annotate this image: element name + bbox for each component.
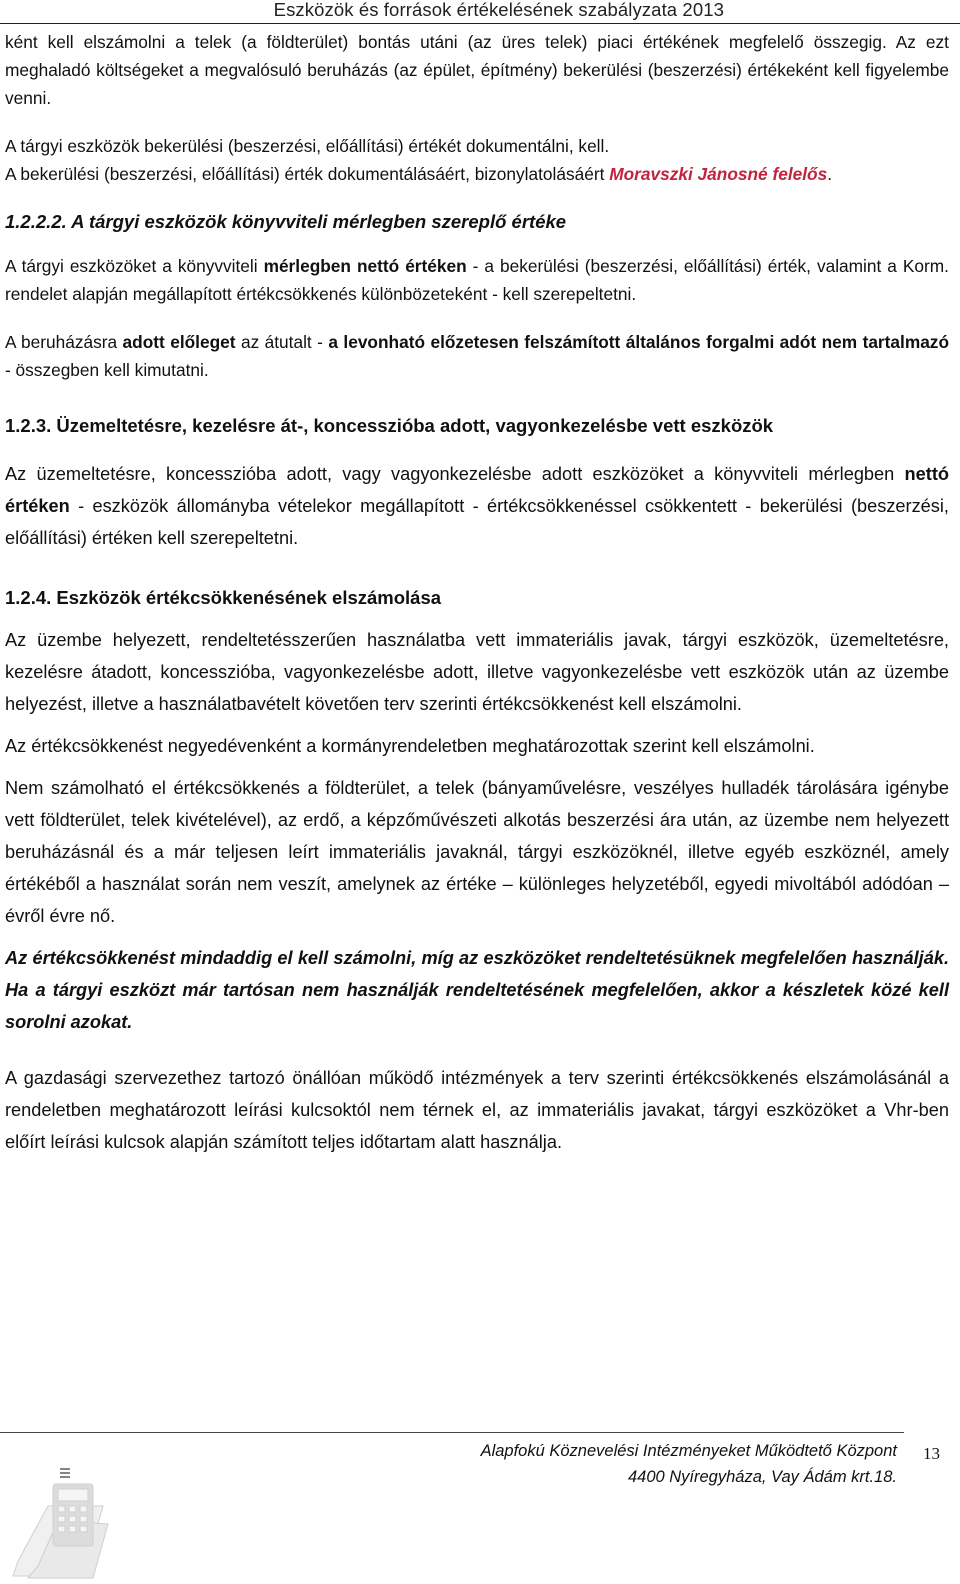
text-run: - összegben kell kimutatni. bbox=[5, 360, 209, 380]
paragraph-gazdasagi-szervezet: A gazdasági szervezethez tartozó önállóan működő intézmények a terv szerinti értékcsökkenés elszámolásánál a rendeletben meghatározott leírási kulcsoktól nem térnek el, az immateriális javakat, tárgyi eszközöket a Vhr-ben előírt leírási kulcsok alapján számított teljes időtartam alatt használja. bbox=[5, 1068, 949, 1152]
bold-run: a levonható előzetesen felszámított általános forgalmi adót nem tartalmazó bbox=[328, 332, 950, 352]
text-run: - eszközök állományba vételekor megállapított - értékcsökkenéssel csökkentett - bekerülési (beszerzési, előállítási) értéken kell szerepeltetni. bbox=[5, 496, 949, 548]
bold-run: nettó értéken bbox=[5, 464, 949, 516]
paragraph-telek: ként kell elszámolni a telek (a földterület) bontás utáni (az üres telek) piaci értékének megfelelő összegig. Az ezt meghaladó költségeket a megvalósuló beruházás (az épület, építmény) bekerülési (beszerzési) értékeként kell figyelembe venni. bbox=[5, 32, 949, 108]
page-content bbox=[5, 28, 949, 1158]
responsible-person: Moravszki Jánosné felelős bbox=[609, 164, 828, 184]
felelos-end: . bbox=[827, 164, 833, 184]
header-rule bbox=[0, 23, 960, 24]
heading-1-2-3: 1.2.3. Üzemeltetésre, kezelésre át-, koncesszióba adott, vagyonkezelésbe vett eszközök bbox=[5, 415, 774, 436]
bold-run: adott előleget bbox=[122, 332, 236, 352]
text-run: - a bekerülési (beszerzési, előállítási) érték, valamint a Korm. rendelet alapján megállapított értékcsökkenés különbözeteként - kell szerepeltetni. bbox=[5, 256, 949, 304]
felelos-text: A bekerülési (beszerzési, előállítási) érték dokumentálásáért, bizonylatolásáért bbox=[5, 164, 610, 184]
paragraph-nem-szamolhato: Nem számolható el értékcsökkenés a földterület, a telek (bányaművelésre, veszélyes hulladék tárolására igénybe vett földterület, telek kivételével), az erdő, a képzőművészeti alkotás beszerzési ára után, az üzembe nem helyezett beruházásnál és a már teljesen leírt immateriális javaknál, tárgyi eszközöknél, illetve egyéb eszköznél, amely értékéből a használat során nem veszít, amelynek az értéke – különleges helyzetéből, egyedi mivoltából adódóan – évről évre nő. bbox=[5, 778, 949, 926]
paragraph-negyedevenkent: Az értékcsökkenést negyedévenként a kormányrendeletben meghatározottak szerint kell elszámolni. bbox=[5, 736, 815, 756]
footer-organization bbox=[481, 1438, 897, 1490]
paragraph-uzembe-helyezett: Az üzembe helyezett, rendeltetésszerűen használatba vett immateriális javak, tárgyi eszközök, üzemeltetésre, kezelésre átadott, koncesszióba, vagyonkezelésbe adott, illetve vagyonkezelésbe vett eszközök után az üzembe helyezést, illetve a használatbavételt követően terv szerinti értékcsökkenést kell elszámolni. bbox=[5, 630, 949, 714]
text-run: A beruházásra bbox=[5, 332, 123, 352]
paragraph-mindaddig: Az értékcsökkenést mindaddig el kell számolni, míg az eszközöket rendeltetésüknek megfelelően használják. Ha a tárgyi eszközt már tartósan nem használják rendeltetésének megfelelően, akkor a készletek közé kell sorolni azokat. bbox=[5, 948, 949, 1032]
text-run: Az üzemeltetésre, koncesszióba adott, vagy vagyonkezelésbe adott eszközöket a könyvviteli mérlegben bbox=[5, 464, 905, 484]
footer-org-address: 4400 Nyíregyháza, Vay Ádám krt.18. bbox=[627, 1468, 897, 1486]
footer-org-name: Alapfokú Köznevelési Intézményeket Működtető Központ bbox=[480, 1442, 897, 1460]
paragraph-felelos bbox=[5, 160, 949, 188]
paragraph-eloleg bbox=[5, 328, 949, 384]
text-run: az átutalt - bbox=[235, 332, 329, 352]
footer-rule bbox=[0, 1432, 904, 1433]
heading-1-2-4: 1.2.4. Eszközök értékcsökkenésének elszámolása bbox=[5, 587, 442, 608]
heading-1-2-2-2: 1.2.2.2. A tárgyi eszközök könyvviteli mérlegben szereplő értéke bbox=[5, 211, 567, 232]
page-number: 13 bbox=[923, 1444, 940, 1463]
paragraph-uzemeltetes bbox=[5, 458, 949, 554]
header-title: Eszközök és források értékelésének szabályzata 2013 bbox=[273, 0, 724, 20]
paragraph-merleg-ertek bbox=[5, 252, 949, 308]
bold-run: mérlegben nettó értéken bbox=[263, 256, 467, 276]
calculator-documents-icon bbox=[8, 1466, 123, 1581]
text-run: A tárgyi eszközöket a könyvviteli bbox=[5, 256, 264, 276]
page-header bbox=[0, 0, 960, 22]
paragraph-dokumentalas: A tárgyi eszközök bekerülési (beszerzési, előállítási) értékét dokumentálni, kell. bbox=[5, 136, 610, 156]
